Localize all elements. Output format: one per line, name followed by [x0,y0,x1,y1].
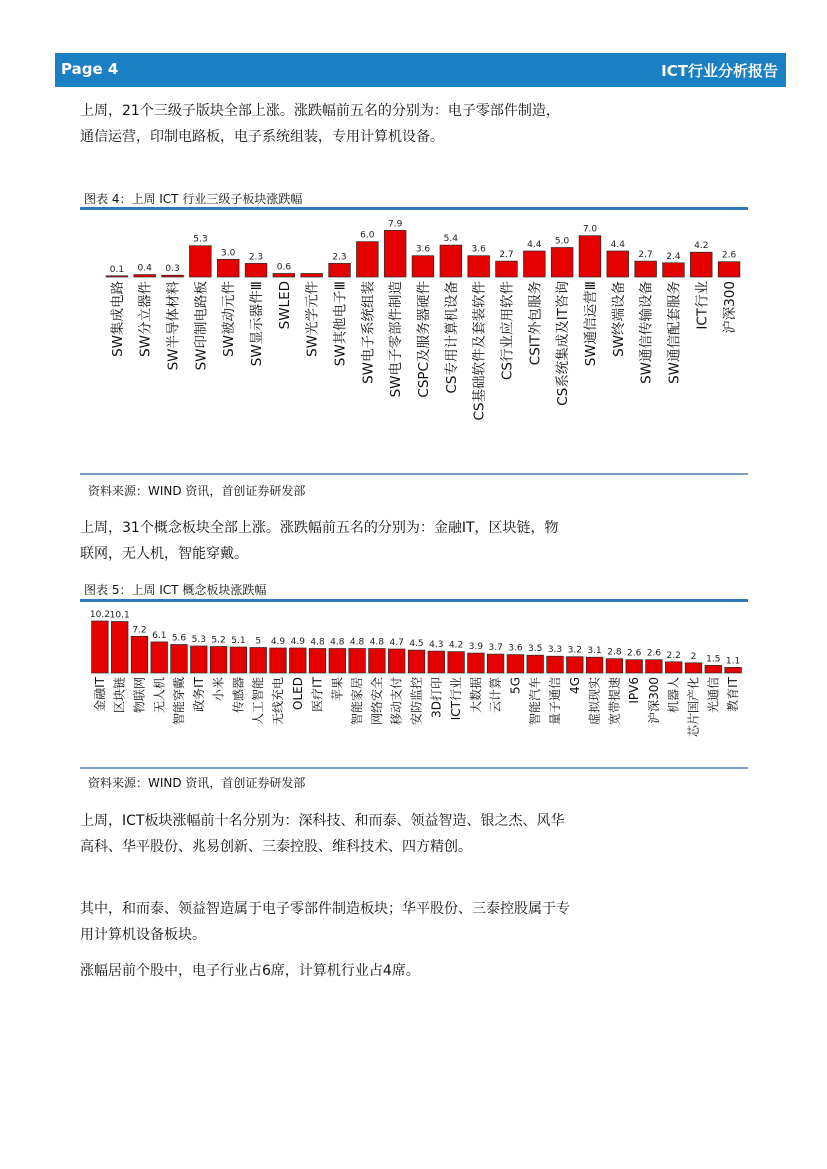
figure5-title: 图表 5：上周 ICT 概念板块涨跌幅 [84,583,267,597]
chart-bar [586,657,603,673]
chart-bar [547,656,564,673]
chart-category-label: 云计算 [488,677,503,714]
report-title: ICT行业分析报告 [661,62,778,80]
chart-category-label: ICT行业 [449,677,464,721]
figure4-bottom-rule [80,473,748,475]
chart-category-label: CS系统集成及IT咨询 [555,281,572,406]
chart-value-label: 2.3 [248,252,264,263]
chart-category-label: 政务IT [191,677,206,712]
chart-category-label: SW通信运营Ⅲ [583,281,599,367]
chart-bar [635,261,657,277]
chart-value-label: 6.0 [360,230,375,241]
chart-bar [191,646,208,673]
chart-value-label: 4.8 [369,637,385,648]
figure5-bottom-rule [80,767,748,769]
chart-category-label: SW半导体材料 [165,281,182,371]
page-header [55,53,786,87]
chart-category-label: ICT行业 [694,281,711,330]
chart-value-label: 4.4 [610,240,625,250]
chart-category-label: 小米 [211,677,226,702]
chart-category-label: 量子通信 [548,677,562,726]
chart-category-label: 智能汽车 [528,677,543,726]
chart-bar [718,262,740,277]
chart-value-label: 4.5 [409,639,424,650]
chart-bar [273,274,295,278]
chart-category-label: 教育IT [726,677,741,712]
chart-value-label: 5.1 [231,636,246,646]
chart-category-label: OLED [290,677,305,710]
chart-value-label: 2.6 [627,648,642,659]
chart-bar [412,256,434,277]
chart-category-label: 4G [567,677,582,694]
chart-category-label: CSPC及服务器硬件 [416,281,432,398]
chart-bar [357,242,379,277]
chart-bar [349,649,366,674]
chart-bar [250,648,267,674]
chart-bar [329,263,351,277]
chart-value-label: 7.0 [582,224,598,235]
chart-value-label: 2.8 [607,647,622,658]
chart-category-label: SW通信配套服务 [666,281,683,384]
chart-bar [665,662,682,673]
chart-value-label: 2.2 [666,650,681,661]
chart-category-label: SW分立器件 [137,281,154,357]
chart-bar [646,660,663,673]
figure4-bar-chart [80,210,748,470]
chart-bar [92,621,109,673]
chart-value-label: 5 [255,636,262,647]
chart-value-label: 0.4 [137,263,152,274]
chart-category-label: 安防监控 [409,677,424,726]
chart-value-label: 4.2 [448,640,464,651]
chart-bar [106,276,128,277]
chart-category-label: 网络安全 [369,677,384,726]
chart-bar [230,647,247,673]
chart-category-label: SW光学元件 [304,281,321,357]
paragraph-top-stocks: 上周，ICT板块涨幅前十名分别为：深科技、和而泰、领益智造、银之杰、风华高科、华平股份、兆易创新、三泰控股、维科技术、四方精创。 [80,813,565,855]
chart-value-label: 1.1 [725,656,741,667]
chart-category-label: 虚拟现实 [587,677,602,726]
chart-category-label: 智能家居 [350,677,365,726]
chart-value-label: 4.8 [310,637,325,648]
chart-bar [162,275,184,277]
chart-bar [290,648,307,673]
figure5-bar-chart [80,603,748,765]
chart-bar [567,657,584,673]
chart-category-label: 物联网 [132,677,147,714]
chart-bar [507,655,524,673]
chart-bar [607,251,629,277]
chart-value-label: 2.4 [666,251,681,262]
chart-bar [579,236,601,277]
figure5-top-rule [80,599,748,602]
chart-bar [440,245,462,277]
chart-value-label: 3.6 [471,244,486,255]
chart-value-label: 3.1 [587,646,602,657]
chart-value-label: 2.6 [646,648,662,659]
chart-value-label: 5.2 [211,635,226,646]
chart-bar [301,274,323,278]
chart-category-label: CS专用计算机设备 [443,281,460,394]
chart-value-label: 0.3 [165,264,180,275]
chart-category-label: 区块链 [112,677,127,714]
chart-bar [626,660,643,673]
page-number: Page 4 [61,60,119,78]
chart-category-label: SW电子系统组装 [360,281,377,384]
chart-value-label: 4.7 [389,638,404,648]
chart-category-label: 机器人 [666,677,681,714]
chart-category-label: 5G [508,677,523,694]
chart-category-label: CS行业应用软件 [499,281,516,380]
chart-bar [151,642,168,673]
chart-category-label: 医疗IT [310,677,325,712]
chart-value-label: 2 [690,651,697,662]
chart-category-label: SWLED [276,281,293,330]
chart-value-label: 4.2 [694,241,709,252]
chart-bar [705,665,722,673]
chart-category-label: 光通信 [706,677,721,714]
chart-value-label: 2.7 [499,250,514,261]
chart-bar [468,256,490,277]
chart-value-label: 5.0 [554,236,570,247]
chart-value-label: 3.9 [468,642,484,653]
chart-bar [210,647,227,674]
chart-category-label: 金融IT [92,677,107,712]
chart-value-label: 10.2 [89,610,110,620]
chart-bar [134,275,156,277]
chart-value-label: 10.1 [109,610,130,621]
chart-category-label: SW印制电路板 [193,281,210,371]
paragraph-industry-share: 涨幅居前个股中，电子行业占6席，计算机行业占4席。 [80,963,420,979]
chart-value-label: 0.1 [109,264,125,275]
chart-bar [496,261,518,277]
chart-bar [551,248,573,278]
chart-value-label: 1.5 [706,654,721,665]
chart-category-label: 苹果 [330,677,345,702]
chart-category-label: SW集成电路 [109,281,126,357]
chart-value-label: 3.0 [221,248,236,259]
chart-bar [245,263,267,277]
chart-bar [685,663,702,673]
figure4-title: 图表 4：上周 ICT 行业三级子板块涨跌幅 [84,192,303,206]
chart-category-label: SW显示器件Ⅲ [249,281,265,367]
chart-value-label: 7.2 [132,625,147,636]
chart-bar [369,649,386,674]
chart-value-label: 5.4 [443,234,458,245]
chart-bar [190,246,212,277]
chart-category-label: CS基础软件及套装软件 [471,281,488,421]
chart-category-label: SW终端设备 [610,281,627,357]
chart-bar [309,649,326,674]
chart-bar [527,655,544,673]
chart-bar [408,650,425,673]
chart-bar [663,263,685,277]
chart-value-label: 4.3 [429,640,444,651]
chart-category-label: 无人机 [152,677,167,714]
chart-category-label: 沪深300 [722,281,739,334]
chart-value-label: 2.6 [721,250,737,261]
chart-bar [487,654,504,673]
chart-value-label: 0.6 [276,262,292,273]
paragraph-subsector-summary: 上周，21个三级子版块全部上涨。涨跌幅前五名的分别为：电子零部件制造，通信运营，印制电路板，电子系统组装，专用计算机设备。 [80,103,560,145]
chart-value-label: 3.6 [508,643,523,654]
figure4-source: 资料来源：WIND 资讯，首创证券研发部 [88,484,306,498]
chart-bar [217,259,239,277]
chart-category-label: 传感器 [231,677,246,714]
chart-bar [524,251,546,277]
chart-value-label: 3.3 [547,645,563,656]
chart-category-label: SW被动元件 [221,281,238,357]
chart-bar [428,651,445,673]
paragraph-concept-summary: 上周，31个概念板块全部上涨。涨跌幅前五名的分别为：金融IT，区块链，物联网，无人机，智能穿戴。 [80,520,559,562]
chart-category-label: 大数据 [468,677,483,714]
chart-category-label: 无线充电 [271,677,285,726]
chart-bar [111,622,128,674]
chart-value-label: 3.7 [488,643,503,654]
chart-category-label: 3D打印 [429,677,444,718]
chart-bar [270,648,287,673]
chart-category-label: SW通信传输设备 [638,281,655,384]
chart-bar [468,653,485,673]
chart-value-label: 4.4 [527,240,542,250]
chart-value-label: 2.3 [332,252,347,263]
chart-category-label: 芯片国产化 [686,677,701,738]
chart-value-label: 3.2 [567,645,582,656]
chart-bar [131,636,148,673]
figure5-source: 资料来源：WIND 资讯，首创证券研发部 [88,776,306,790]
chart-category-label: 移动支付 [389,677,404,726]
chart-bar [171,645,188,674]
chart-bar [384,230,406,277]
chart-bar [725,667,742,673]
chart-category-label: 人工智能 [251,677,266,726]
chart-value-label: 4.9 [290,637,305,647]
chart-value-label: 5.6 [171,633,187,644]
chart-category-label: 智能穿戴 [172,677,186,726]
chart-value-label: 4.8 [330,637,345,648]
chart-bar [690,252,712,277]
chart-bar [329,649,346,674]
chart-category-label: SW电子零部件制造 [388,281,405,398]
chart-value-label: 2.7 [638,250,653,261]
chart-category-label: IPV6 [627,677,642,704]
chart-value-label: 4.9 [270,637,286,647]
chart-bar [388,649,405,673]
chart-value-label: 5.3 [193,234,208,245]
chart-category-label: SW其他电子Ⅲ [332,281,349,367]
chart-bar [448,652,465,673]
chart-category-label: 宽带提速 [607,677,622,726]
chart-value-label: 3.5 [528,644,543,655]
chart-category-label: CSIT外包服务 [527,281,544,366]
chart-value-label: 6.1 [152,630,167,641]
chart-value-label: 4.8 [349,637,365,648]
chart-category-label: 沪深300 [647,677,661,724]
chart-value-label: 5.3 [191,635,206,645]
paragraph-stock-sectors: 其中，和而泰、领益智造属于电子零部件制造板块；华平股份、三泰控股属于专用计算机设备板块。 [80,901,570,943]
chart-value-label: 7.9 [388,219,403,230]
chart-bar [606,659,623,673]
chart-value-label: 3.6 [415,244,431,255]
